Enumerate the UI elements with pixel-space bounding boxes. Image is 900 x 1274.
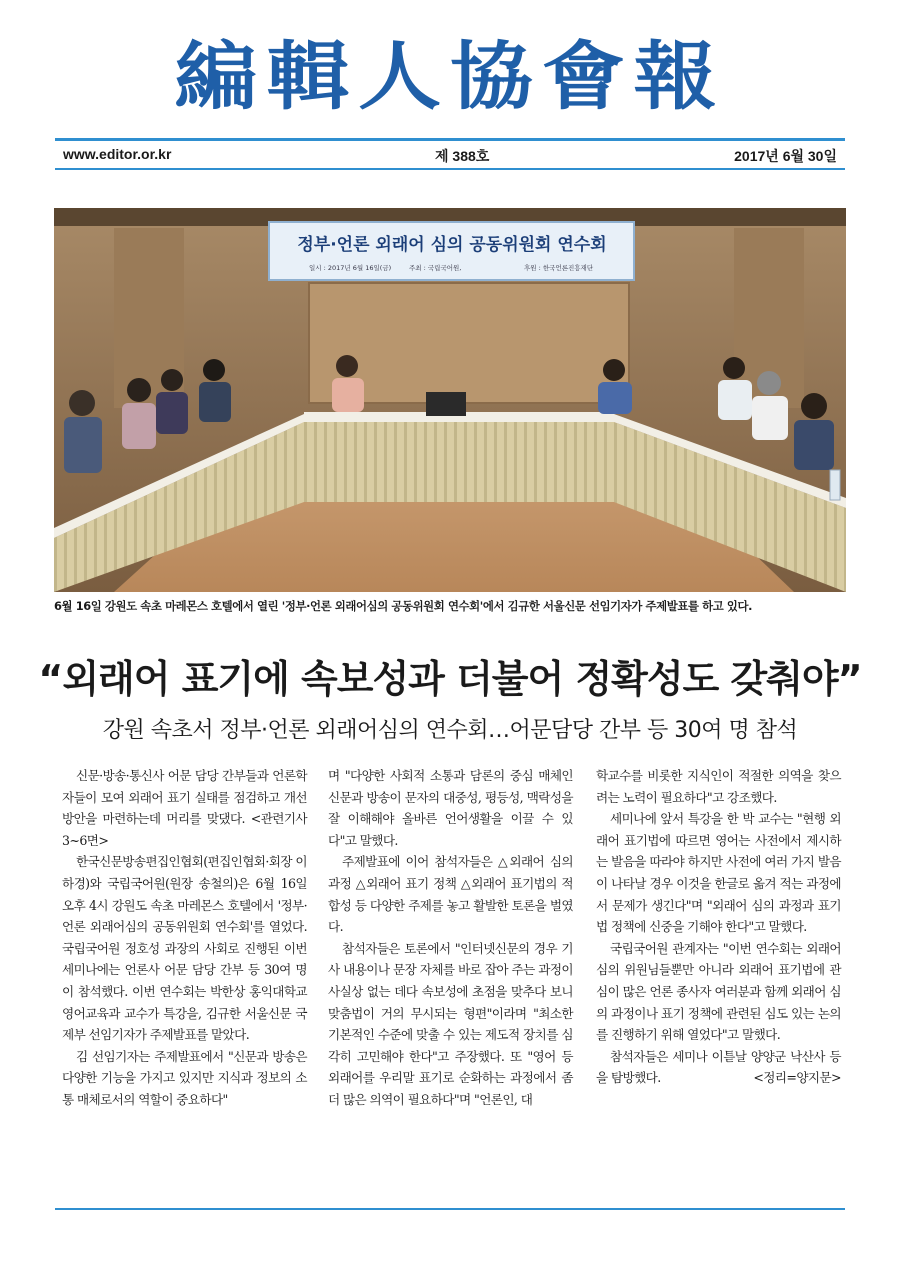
conference-photo bbox=[54, 208, 846, 592]
subheadline: 강원 속초서 정부·언론 외래어심의 연수회…어문담당 간부 등 30여 명 참석 bbox=[102, 718, 798, 743]
headline: “외래어 표기에 속보성과 더불어 정확성도 갖춰야” bbox=[38, 657, 862, 701]
masthead-title: 編輯人協會報 bbox=[174, 34, 726, 120]
paragraph: 신문·방송·통신사 어문 담당 간부들과 언론학자들이 모여 외래어 표기 실태를 점검하고 개선방안을 마련하는데 머리를 맞댔다. <관련기사 3~6면> bbox=[62, 768, 307, 848]
bottom-rule bbox=[55, 168, 845, 170]
photo-caption: 6월 16일 강원도 속초 마레몬스 호텔에서 열린 '정부·언론 외래어심의 공동위원회 연수회'에서 김규한 서울신문 선임기자가 주제발표를 하고 있다. bbox=[54, 599, 753, 613]
banner-host: 주최 : 국립국어원, bbox=[409, 264, 462, 272]
paragraph-text: 참석자들은 세미나 이튿날 양양군 낙산사 등을 탐방했다. bbox=[596, 1048, 841, 1086]
paragraph: 김 선임기자는 주제발표에서 "신문과 방송은 다양한 기능을 가지고 있지만 지식과 정보의 소통 매체로서의 역할이 중요하다" bbox=[62, 1048, 307, 1107]
article-column-1 bbox=[62, 765, 307, 1111]
masthead bbox=[0, 34, 900, 120]
reporter-credit: <정리=양지문> bbox=[753, 1070, 841, 1086]
banner-date: 일시 : 2017년 6월 16일(금) bbox=[309, 264, 392, 272]
paragraph: 며 "다양한 사회적 소통과 담론의 중심 매체인 신문과 방송이 문자의 대중성, 평등성, 맥락성을 잘 이해해야 올바른 언어생활을 이끌 수 있다"고 말했다. bbox=[328, 768, 573, 848]
paragraph-final bbox=[596, 1046, 841, 1089]
paragraph: 세미나에 앞서 특강을 한 박 교수는 "현행 외래어 표기법에 따르면 영어는 사전에서 제시하는 발음을 따라야 하지만 사전에 여러 가지 발음이 나타날 경우 이것을 한글로 옮겨 적는 과정에서 문제가 생긴다"며 "외래어 심의 과정과 표기법 정책에 신중을 기해야 한다"고 말했다. bbox=[596, 811, 841, 935]
paragraph: 한국신문방송편집인협회(편집인협회·회장 이하경)와 국립국어원(원장 송철의)은 6월 16일 오후 4시 강원도 속초 마레몬스 호텔에서 '정부·언론 외래어심의 공동위원회 연수회'를 열었다. 국립국어원 정호성 과장의 사회로 진행된 이번 세미나에는 언론사 어문 담당 간부 등 30여 명이 참석했다. 이번 연수회는 박한상 홍익대학교 영어교육과 교수가 특강을, 김규한 서울신문 국제부 선임기자가 주제발표를 맡았다. bbox=[62, 854, 307, 1043]
banner-title: 정부·언론 외래어 심의 공동위원회 연수회 bbox=[297, 235, 607, 255]
paragraph: 참석자들은 토론에서 "인터넷신문의 경우 기사 내용이나 문장 자체를 바로 잡아 주는 과정이 사실상 없는 데다 속보성에 초점을 맞추다 보니 맞춤법이 거의 무시되는 형편"이라며 "최소한 기본적인 수준에 맞출 수 있는 제도적 장치를 심각히 고민해야 한다"고 주장했다. 또 "영어 등 외래어를 우리말 표기로 순화하는 과정에서 좀 더 많은 의역이 필요하다"며 "언론인, 대 bbox=[328, 940, 573, 1107]
info-bar bbox=[55, 144, 845, 164]
website-link[interactable]: www.editor.or.kr bbox=[63, 146, 172, 162]
paragraph: 학교수를 비롯한 지식인이 적절한 의역을 찾으려는 노력이 필요하다"고 강조했다. bbox=[596, 768, 841, 805]
top-rule bbox=[55, 138, 845, 141]
issue-date: 2017년 6월 30일 bbox=[734, 148, 837, 164]
article-column-2 bbox=[328, 765, 573, 1111]
article-column-3 bbox=[596, 765, 841, 1089]
paragraph: 주제발표에 이어 참석자들은 △외래어 심의 과정 △외래어 표기 정책 △외래어 표기법의 적합성 등 다양한 주제를 놓고 활발한 토론을 벌였다. bbox=[328, 854, 573, 935]
paragraph: 국립국어원 관계자는 "이번 연수회는 외래어심의 위원님들뿐만 아니라 외래어 표기법에 관심이 많은 언론 종사자 여러분과 함께 외래어 심의 과정이나 표기 정책에 관련된 심도 있는 논의를 진행하기 위해 열었다"고 말했다. bbox=[596, 940, 841, 1043]
footer-rule bbox=[55, 1208, 845, 1210]
issue-number: 제 388호 bbox=[435, 148, 490, 164]
banner-sponsor: 후원 : 한국언론진흥재단 bbox=[524, 264, 594, 272]
